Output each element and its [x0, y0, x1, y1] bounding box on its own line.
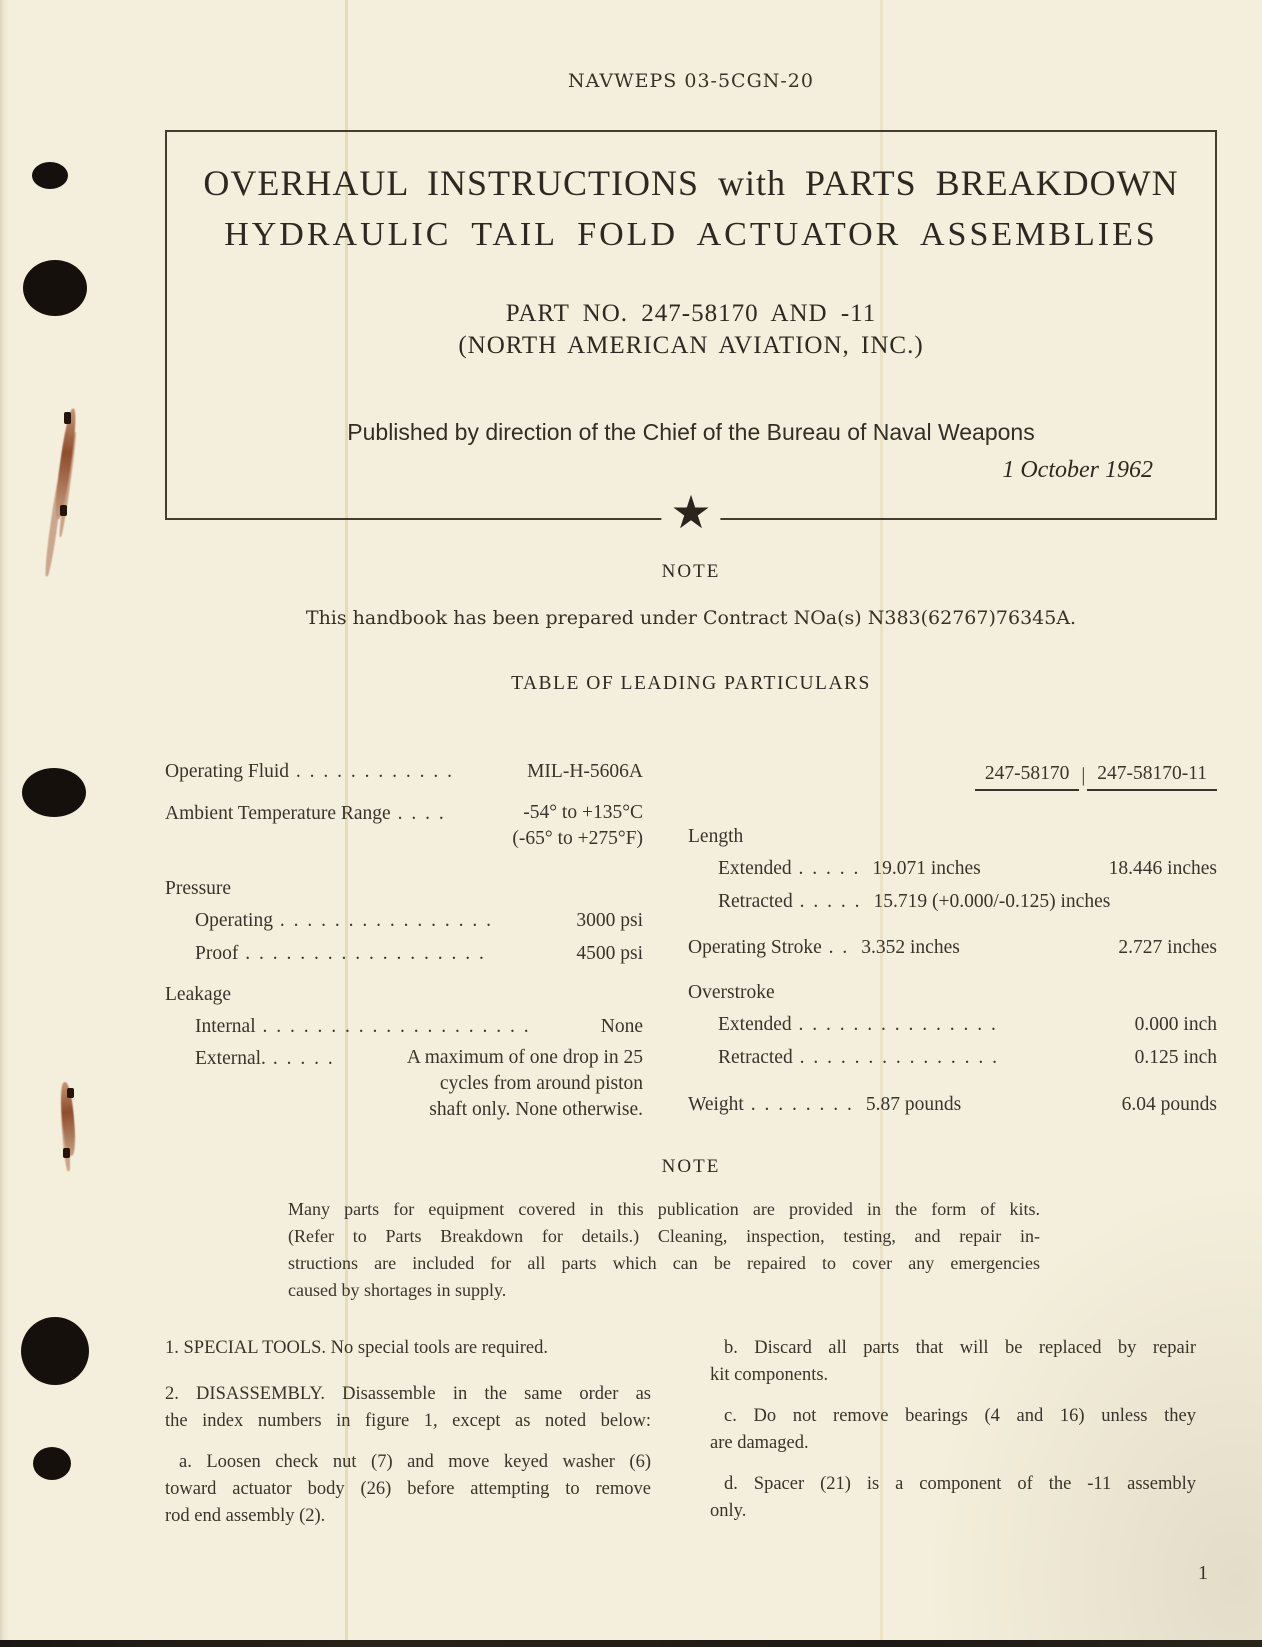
particular-group-label: Overstroke [688, 982, 775, 1003]
particular-value: A maximum of one drop in 25 [406, 1047, 643, 1068]
particular-row-overstroke-extended [688, 1011, 1217, 1038]
text-line: kit components. [710, 1365, 829, 1385]
text-line: the index numbers in figure 1, except as noted below: [165, 1411, 651, 1431]
note-heading: NOTE [661, 1156, 721, 1177]
dot-leader: . . . . . [791, 858, 861, 879]
dot-leader: . . . . . . . . . . . . . . . [791, 1014, 998, 1035]
value-58170: 3.352 inches [861, 937, 960, 958]
text-line: toward actuator body (26) before attempting to remove [165, 1479, 651, 1499]
published-by-line: Published by direction of the Chief of the Bureau of Naval Weapons [347, 419, 1035, 445]
note-line: Many parts for equipment covered in this publication are provided in the form of kits. [288, 1199, 1040, 1219]
particular-label: Retracted [718, 891, 793, 912]
text-line: d. Spacer (21) is a component of the -11 assembly [724, 1474, 1196, 1494]
dot-leader: . . . . [390, 803, 446, 824]
particular-value-line2: (-65° to +275°F) [512, 828, 643, 849]
dot-leader: . . . . . . . . . . . . . . . . [272, 910, 493, 931]
particular-label: Operating Fluid [165, 761, 290, 782]
binder-hole [23, 260, 87, 316]
staple-mark [63, 1148, 70, 1158]
particulars-heading: TABLE OF LEADING PARTICULARS [511, 673, 871, 694]
part-number-line: PART NO. 247-58170 AND -11 [505, 300, 877, 327]
doc-number: NAVWEPS 03-5CGN-20 [568, 70, 814, 92]
binder-hole [33, 1447, 71, 1480]
particular-label: External. [195, 1048, 266, 1069]
dot-leader: . . [821, 937, 850, 958]
special-tools-paragraph [165, 1335, 651, 1362]
particular-group-pressure [165, 875, 643, 902]
particular-row-length-retracted [688, 888, 1217, 915]
publication-date: 1 October 1962 [1002, 457, 1153, 483]
particular-row-operating-stroke [688, 934, 1217, 961]
particular-group-label: Pressure [165, 878, 232, 899]
step-b-paragraph [710, 1335, 1196, 1389]
kits-note-paragraph [288, 1196, 1040, 1304]
text-line: only. [710, 1501, 747, 1521]
particular-group-label: Leakage [165, 984, 232, 1005]
particular-value: 0.000 inch [1134, 1014, 1217, 1035]
text-line: 2. DISASSEMBLY. Disassemble in the same order as [165, 1384, 651, 1404]
particular-value: None [600, 1016, 643, 1037]
part-number-column-headers [688, 760, 1217, 791]
staple-mark [60, 505, 67, 516]
dot-leader: . . . . . . . . [743, 1094, 854, 1115]
text-line: a. Loosen check nut (7) and move keyed washer (6) [179, 1452, 651, 1472]
dot-leader: . . . . . . . . . . . . [289, 761, 455, 782]
particulars-right-column [688, 752, 1217, 1118]
particular-row-ambient-temperature [165, 800, 643, 852]
value-58170-11: 18.446 inches [1108, 858, 1217, 879]
particular-value: MIL-H-5606A [527, 761, 643, 782]
particular-row-length-extended [688, 855, 1217, 882]
binder-hole [32, 162, 68, 189]
value-both: 15.719 (+0.000/-0.125) inches [873, 891, 1111, 912]
column-separator: | [1081, 765, 1086, 786]
particular-row-internal-leakage [165, 1013, 643, 1040]
binder-hole [22, 768, 86, 817]
particular-row-weight [688, 1091, 1217, 1118]
particular-row-operating-pressure [165, 907, 643, 934]
text-line: rod end assembly (2). [165, 1506, 326, 1526]
dot-leader: . . . . . . . . . . . . . . . [792, 1047, 999, 1068]
note-line: (Refer to Parts Breakdown for details.) Cleaning, inspection, testing, and repair in- [288, 1226, 1040, 1246]
particular-group-overstroke [688, 979, 1217, 1006]
particular-group-length [688, 823, 1217, 850]
star-icon: ★ [661, 490, 720, 536]
particular-group-label: Length [688, 826, 744, 847]
text-line: b. Discard all parts that will be replaced by repair [724, 1338, 1196, 1358]
particular-row-operating-fluid [165, 758, 643, 785]
particular-label: Operating [195, 910, 273, 931]
step-c-paragraph [710, 1403, 1196, 1457]
text-line: c. Do not remove bearings (4 and 16) unless they [724, 1406, 1196, 1426]
particulars-left-column [165, 752, 643, 1123]
particular-value-line3: shaft only. None otherwise. [429, 1099, 643, 1120]
dot-leader: . . . . . . . . . . . . . . . . . . . . [255, 1016, 531, 1037]
body-right-column [710, 1335, 1196, 1525]
particular-value: 0.125 inch [1134, 1047, 1217, 1068]
manufacturer-line: (NORTH AMERICAN AVIATION, INC.) [458, 332, 924, 359]
note-line: caused by shortages in supply. [288, 1280, 507, 1300]
particular-label: Weight [688, 1094, 744, 1115]
particular-value: -54° to +135°C [523, 802, 643, 823]
disassembly-paragraph [165, 1381, 651, 1435]
column-header-247-58170-11: 247-58170-11 [1087, 760, 1217, 791]
particular-label: Proof [195, 943, 239, 964]
title-box [165, 130, 1217, 520]
particular-row-external-leakage [165, 1045, 643, 1123]
dot-leader: . . . . . [792, 891, 862, 912]
value-58170-11: 2.727 inches [1118, 937, 1217, 958]
column-header-247-58170: 247-58170 [975, 760, 1080, 791]
particular-label: Extended [718, 1014, 792, 1035]
particular-label: Extended [718, 858, 792, 879]
staple-mark [64, 412, 71, 424]
page-number: 1 [1198, 1562, 1208, 1584]
rust-staple-mark [52, 408, 78, 520]
particular-value-line2: cycles from around piston [439, 1073, 643, 1094]
value-58170-11: 6.04 pounds [1121, 1094, 1217, 1115]
particular-label: Operating Stroke [688, 937, 822, 958]
note-heading: NOTE [661, 561, 721, 582]
particular-label: Ambient Temperature Range [165, 803, 391, 824]
value-58170: 5.87 pounds [865, 1094, 962, 1115]
dot-leader: . . . . . . . . . . . . . . . . . . [238, 943, 486, 964]
staple-mark [67, 1088, 74, 1098]
particular-row-proof-pressure [165, 940, 643, 967]
dot-leader: . . . . . [265, 1048, 335, 1069]
particular-row-overstroke-retracted [688, 1044, 1217, 1071]
particular-group-leakage [165, 981, 643, 1008]
title-line-2: HYDRAULIC TAIL FOLD ACTUATOR ASSEMBLIES [224, 216, 1158, 253]
value-58170: 19.071 inches [872, 858, 981, 879]
particular-label: Internal [195, 1016, 256, 1037]
contract-note: This handbook has been prepared under Contract NOa(s) N383(62767)76345A. [305, 607, 1077, 629]
note-line: structions are included for all parts which can be repaired to cover any emergencies [288, 1253, 1040, 1273]
step-a-paragraph [165, 1449, 651, 1530]
scan-edge [0, 1640, 1262, 1647]
step-d-paragraph [710, 1471, 1196, 1525]
particular-value: 3000 psi [576, 910, 643, 931]
particular-value: 4500 psi [576, 943, 643, 964]
title-line-1: OVERHAUL INSTRUCTIONS with PARTS BREAKDOWN [203, 163, 1179, 203]
text-line: are damaged. [710, 1433, 809, 1453]
binder-hole [21, 1317, 89, 1385]
particular-label: Retracted [718, 1047, 793, 1068]
text-line: 1. SPECIAL TOOLS. No special tools are required. [165, 1338, 548, 1358]
body-left-column [165, 1335, 651, 1530]
